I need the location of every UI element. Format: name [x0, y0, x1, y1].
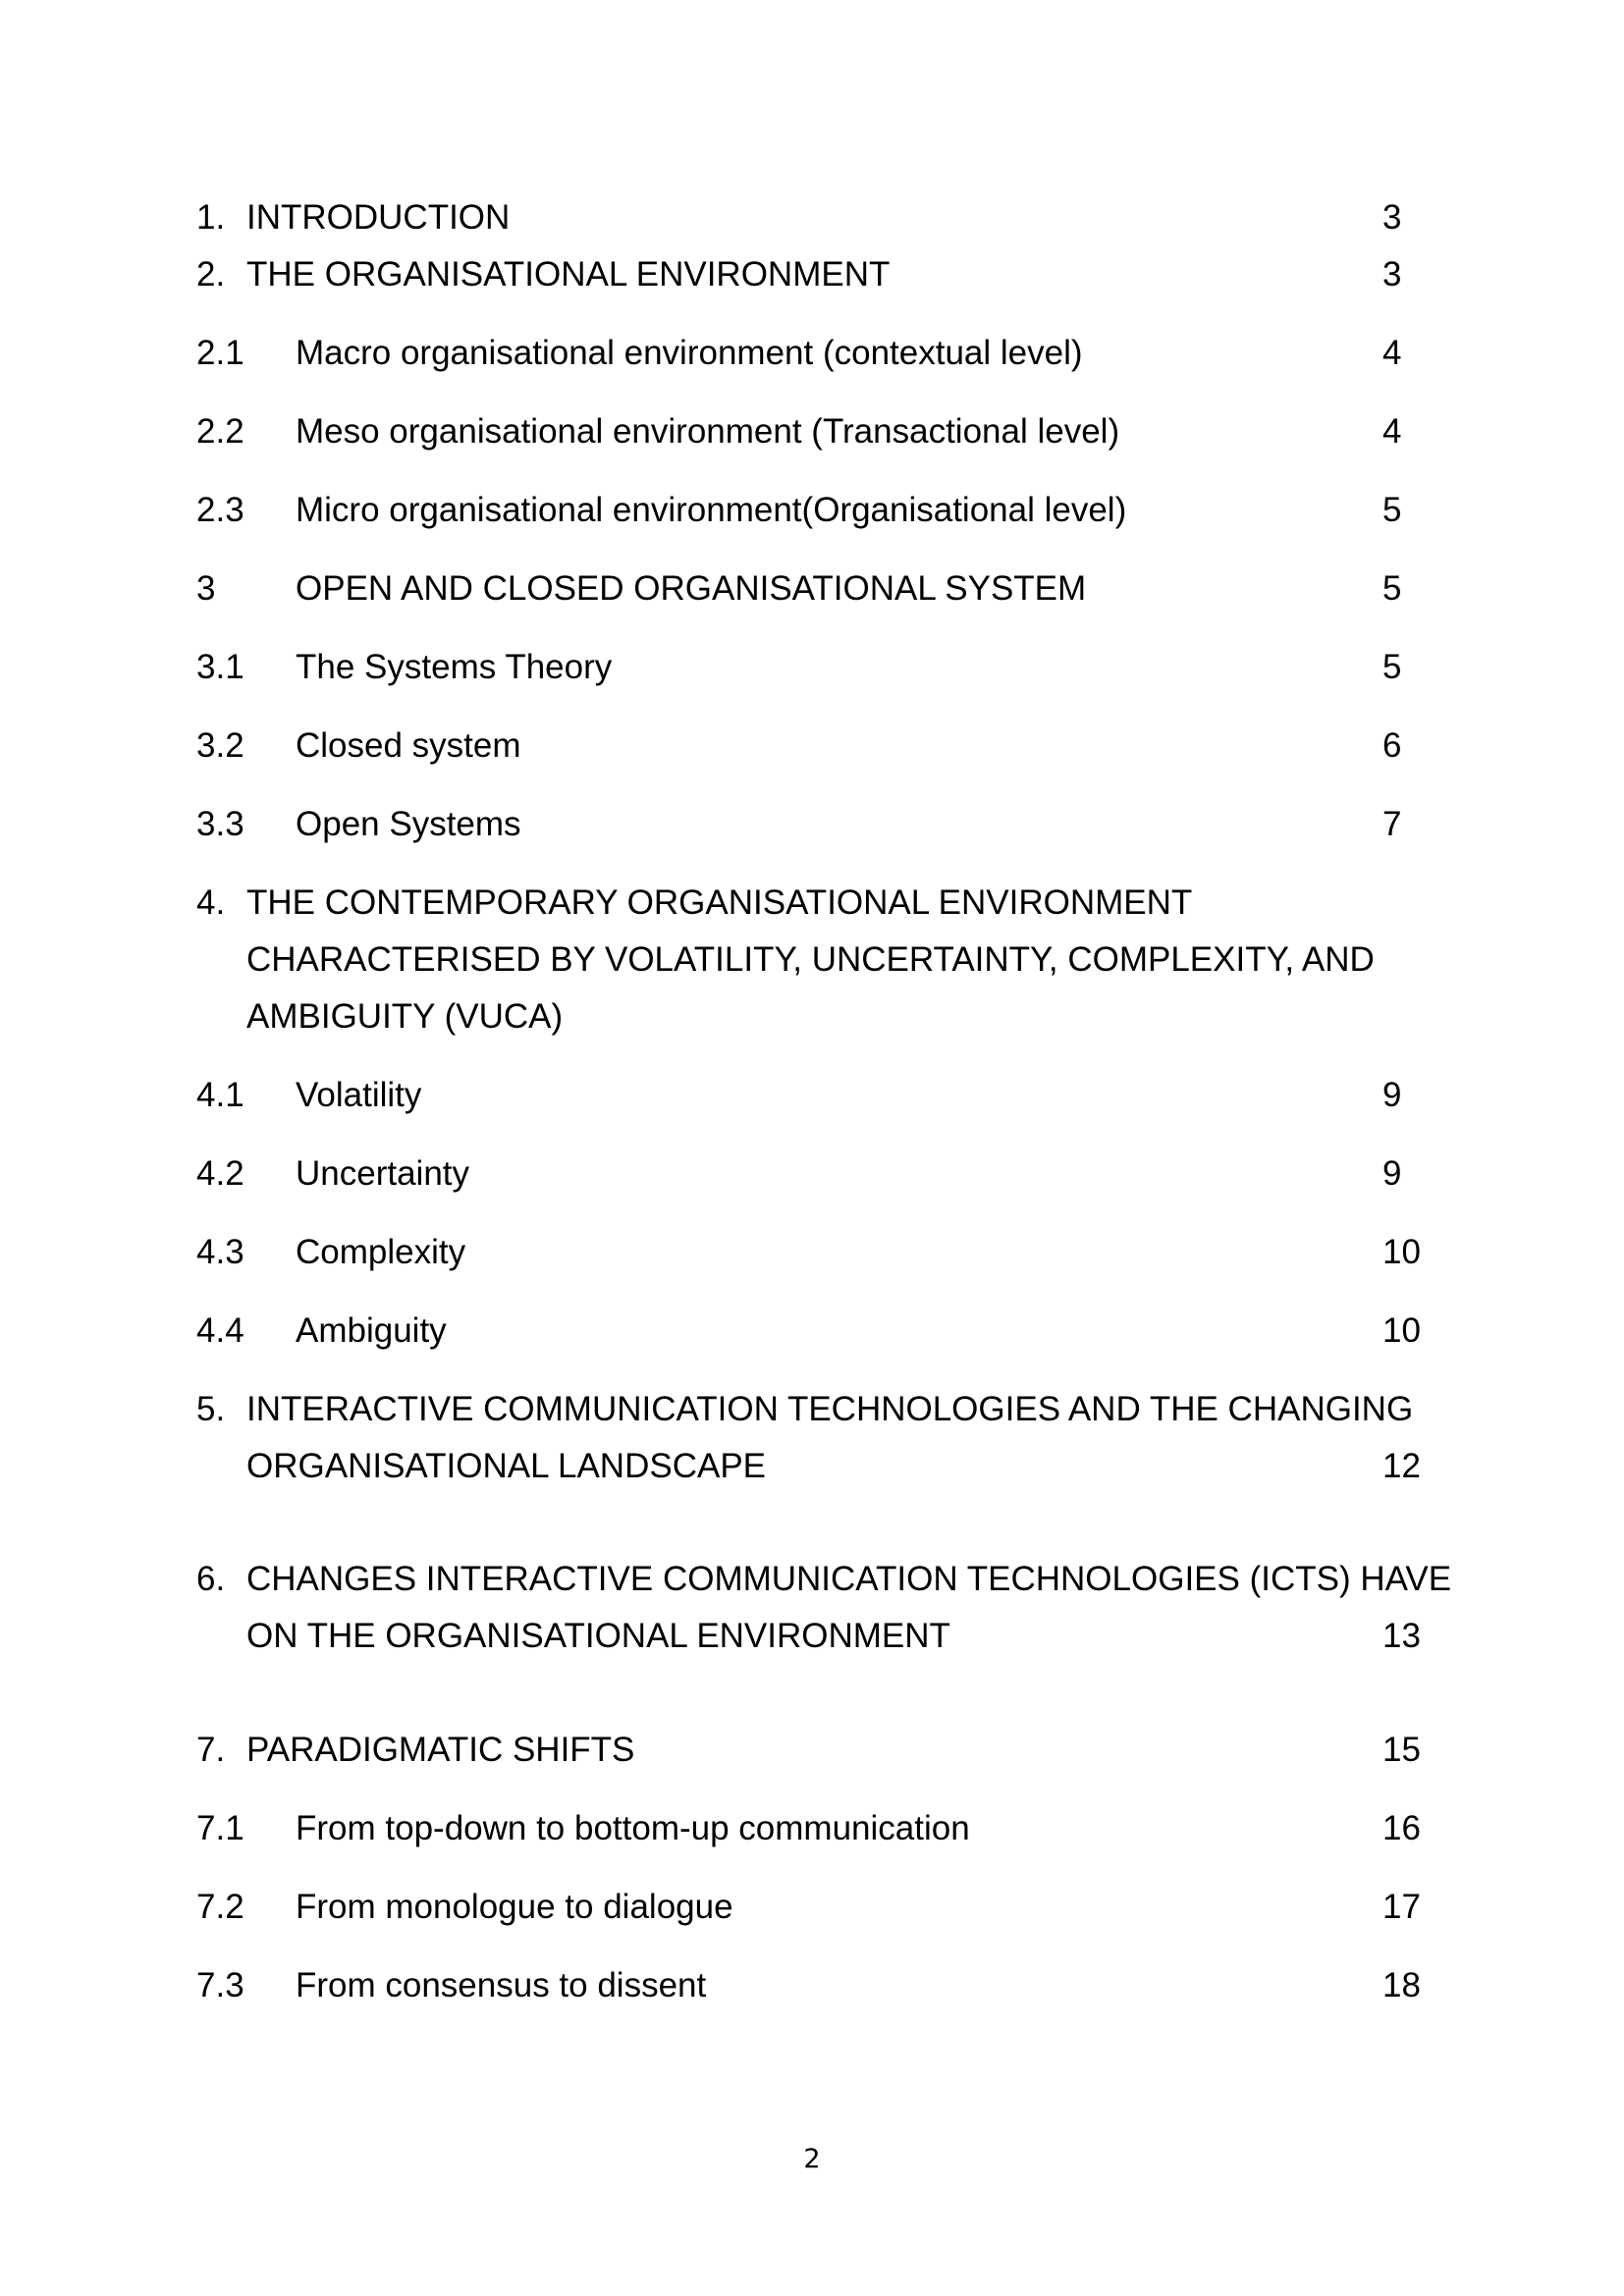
toc-title: From monologue to dialogue: [296, 1888, 733, 1926]
toc-entry-1: [0, 189, 1624, 246]
toc-page: 3: [1382, 255, 1402, 294]
toc-title-line: AMBIGUITY (VUCA): [246, 997, 564, 1036]
toc-entry-5-cont: [0, 1438, 1624, 1495]
toc-title: Open Systems: [296, 805, 521, 843]
toc-entry-4-1: [0, 1067, 1624, 1124]
toc-entry-7-2: [0, 1879, 1624, 1936]
toc-page: 9: [1382, 1154, 1402, 1193]
toc-number: 6.: [196, 1560, 226, 1598]
toc-number: 3.1: [196, 648, 244, 686]
toc-title: Closed system: [296, 726, 521, 765]
toc-title-line: INTERACTIVE COMMUNICATION TECHNOLOGIES AND THE CHANGING: [246, 1390, 1414, 1428]
toc-page: 10: [1382, 1233, 1421, 1271]
toc-number: 2.2: [196, 412, 244, 451]
toc-page: 17: [1382, 1888, 1421, 1926]
toc-entry-4: [0, 875, 1624, 932]
toc-number: 7.3: [196, 1966, 244, 2004]
toc-title: Complexity: [296, 1233, 466, 1271]
toc-entry-3: [0, 561, 1624, 617]
toc-entry-4-4: [0, 1303, 1624, 1360]
toc-number: 7.: [196, 1731, 226, 1769]
toc-title: Macro organisational environment (contextual level): [296, 334, 1083, 372]
page-number: 2: [803, 2144, 821, 2174]
toc-entry-3-3: [0, 796, 1624, 853]
toc-entry-3-1: [0, 639, 1624, 696]
toc-title: PARADIGMATIC SHIFTS: [246, 1731, 635, 1769]
toc-page: 4: [1382, 412, 1402, 451]
toc-title-line: CHANGES INTERACTIVE COMMUNICATION TECHNOLOGIES (ICTS) HAVE: [246, 1560, 1452, 1598]
toc-entry-3-2: [0, 718, 1624, 774]
toc-number: 7.1: [196, 1809, 244, 1847]
toc-number: 1.: [196, 198, 226, 237]
toc-entry-4-cont: [0, 932, 1624, 988]
toc-entry-5: [0, 1381, 1624, 1438]
toc-page: 6: [1382, 726, 1402, 765]
toc-number: 3.2: [196, 726, 244, 765]
toc-title-line: ON THE ORGANISATIONAL ENVIRONMENT: [246, 1617, 950, 1655]
toc-entry-4-cont: [0, 988, 1624, 1045]
toc-title: The Systems Theory: [296, 648, 613, 686]
toc-number: 4.: [196, 883, 226, 922]
toc-entry-6: [0, 1551, 1624, 1608]
toc-page: 5: [1382, 491, 1402, 529]
toc-number: 3: [196, 569, 216, 608]
toc-title: Ambiguity: [296, 1311, 447, 1350]
toc-page: 16: [1382, 1809, 1421, 1847]
toc-title: THE ORGANISATIONAL ENVIRONMENT: [246, 255, 891, 294]
toc-entry-7: [0, 1722, 1624, 1779]
toc-number: 7.2: [196, 1888, 244, 1926]
toc-entry-2-2: [0, 403, 1624, 460]
toc-title: Uncertainty: [296, 1154, 470, 1193]
toc-entry-4-2: [0, 1146, 1624, 1202]
toc-entry-2-1: [0, 325, 1624, 382]
toc-page: 5: [1382, 569, 1402, 608]
toc-title: Meso organisational environment (Transactional level): [296, 412, 1120, 451]
toc-page: 9: [1382, 1076, 1402, 1114]
toc-title: INTRODUCTION: [246, 198, 511, 237]
toc-number: 2.3: [196, 491, 244, 529]
toc-page: 3: [1382, 198, 1402, 237]
toc-title: From consensus to dissent: [296, 1966, 707, 2004]
toc-title: OPEN AND CLOSED ORGANISATIONAL SYSTEM: [296, 569, 1087, 608]
toc-entry-7-3: [0, 1957, 1624, 2014]
toc-page: 4: [1382, 334, 1402, 372]
toc-number: 4.3: [196, 1233, 244, 1271]
toc-number: 4.1: [196, 1076, 244, 1114]
toc-number: 4.2: [196, 1154, 244, 1193]
toc-entry-2-3: [0, 482, 1624, 539]
toc-title: Volatility: [296, 1076, 422, 1114]
toc-title: Micro organisational environment(Organisational level): [296, 491, 1127, 529]
toc-page: 13: [1382, 1617, 1421, 1655]
toc-title: From top-down to bottom-up communication: [296, 1809, 970, 1847]
toc-entry-2: [0, 246, 1624, 303]
toc-number: 2.1: [196, 334, 244, 372]
toc-title-line: CHARACTERISED BY VOLATILITY, UNCERTAINTY, COMPLEXITY, AND: [246, 940, 1375, 979]
toc-title-line: ORGANISATIONAL LANDSCAPE: [246, 1447, 767, 1485]
toc-number: 5.: [196, 1390, 226, 1428]
toc-number: 4.4: [196, 1311, 244, 1350]
toc-page: 15: [1382, 1731, 1421, 1769]
toc-page: 7: [1382, 805, 1402, 843]
toc-page: 10: [1382, 1311, 1421, 1350]
toc-entry-4-3: [0, 1224, 1624, 1281]
toc-entry-7-1: [0, 1800, 1624, 1857]
toc-number: 3.3: [196, 805, 244, 843]
toc-page: 18: [1382, 1966, 1421, 2004]
toc-number: 2.: [196, 255, 226, 294]
toc-title-line: THE CONTEMPORARY ORGANISATIONAL ENVIRONMENT: [246, 883, 1193, 922]
toc-page: 5: [1382, 648, 1402, 686]
toc-page: 12: [1382, 1447, 1421, 1485]
toc-entry-6-cont: [0, 1608, 1624, 1665]
